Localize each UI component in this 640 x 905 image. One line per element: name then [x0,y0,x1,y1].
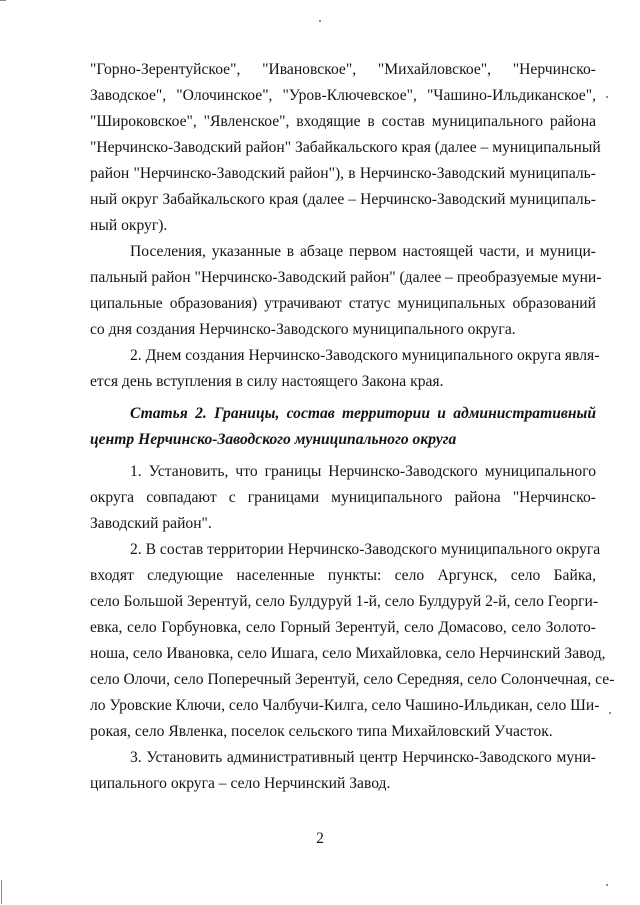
scan-speck [606,96,608,98]
scan-edge-mark [0,0,6,1]
scan-edge-mark [1,880,2,904]
text-line: 2. В состав территории Нерчинско-Заводского муниципального округа [130,541,601,558]
text-line: Заводское", "Олочинское", "Уров-Ключевское", "Чашино-Ильдиканское", [90,87,596,104]
text-line: ципальные образования) утрачивают статус муниципальных образований [90,295,596,312]
text-line: село Олочи, село Поперечный Зерентуй, село Середняя, село Солончечная, се- [90,671,615,688]
text-line: село Большой Зерентуй, село Булдуруй 1-й, село Булдуруй 2-й, село Георги- [90,593,599,610]
text-line: ется день вступления в силу настоящего Закона края. [90,373,444,390]
text-line: "Горно-Зерентуйское", "Ивановское", "Михайловское", "Нерчинско- [90,61,596,78]
text-line: входят следующие населенные пункты: село Аргунск, село Байка, [90,567,596,584]
text-line: 2. Днем создания Нерчинско-Заводского муниципального округа явля- [130,347,600,364]
text-line: ный округ Забайкальского края (далее – Нерчинско-Заводский муниципаль- [90,191,596,208]
text-line: Поселения, указанные в абзаце первом настоящей части, и муници- [130,243,596,260]
scan-speck [609,712,611,714]
text-line: район "Нерчинско-Заводский район"), в Нерчинско-Заводский муниципаль- [90,165,596,182]
text-line: 3. Установить административный центр Нерчинско-Заводского муни- [130,749,596,766]
text-line: ципального округа – село Нерчинский Завод. [90,775,391,792]
text-line: Заводский район". [90,515,212,532]
text-line: "Широковское", "Явленское", входящие в состав муниципального района [90,113,596,130]
scan-speck [319,20,321,22]
text-line: ло Уровские Ключи, село Чалбучи-Килга, село Чашино-Ильдикан, село Ши- [90,697,600,714]
article-heading: центр Нерчинско-Заводского муниципального округа [90,431,457,448]
scan-speck [606,884,608,886]
article-heading: Статья 2. Границы, состав территории и административный [130,405,596,422]
text-line: ноша, село Ивановка, село Ишага, село Михайловка, село Нерчинский Завод, [90,645,606,662]
text-line: 1. Установить, что границы Нерчинско-Заводского муниципального [130,463,596,480]
text-line: ный округ). [90,217,168,234]
text-line: со дня создания Нерчинско-Заводского муниципального округа. [90,321,516,338]
text-line: округа совпадают с границами муниципального района "Нерчинско- [90,489,596,506]
page-number: 2 [316,830,324,847]
text-line: евка, село Горбуновка, село Горный Зерентуй, село Домасово, село Золото- [90,619,596,636]
text-line: пальный район "Нерчинско-Заводский район" (далее – преобразуемые муни- [90,269,602,286]
text-line: рокая, село Явленка, поселок сельского типа Михайловский Участок. [90,723,553,740]
text-line: "Нерчинско-Заводский район" Забайкальского края (далее – муниципальный [90,139,601,156]
